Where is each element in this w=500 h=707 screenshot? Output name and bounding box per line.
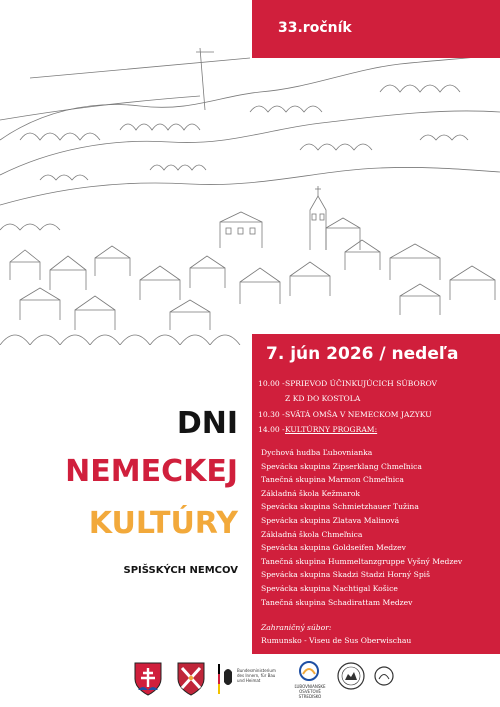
- ministry-caption-line: Bundesministerium: [237, 668, 276, 673]
- foreign-value: Rumunsko - Viseu de Sus Oberwischau: [261, 636, 412, 645]
- list-item: Spevácka skupina Zipserklang Chmeľnica: [261, 461, 422, 471]
- culture-centre-logo-icon: [298, 660, 320, 682]
- list-item: Spevácka skupina Zlatava Malinová: [261, 515, 400, 525]
- schedule-item: [258, 422, 498, 437]
- event-info-panel: [252, 334, 500, 654]
- culture-centre-caption-line: OSVETOVÉ: [299, 689, 321, 694]
- town-crest-icon: [176, 661, 206, 697]
- culture-centre-caption: [292, 684, 328, 699]
- edition-label: 33.ročník: [278, 20, 352, 36]
- list-item: Tanečná skupina Hummeltanzgruppe Vyšný Medzev: [261, 556, 463, 566]
- foreign-ensemble: [261, 621, 411, 647]
- ministry-caption-line: des Innern, für Bau: [237, 673, 276, 678]
- schedule-text: SVÄTÁ OMŠA V NEMECKOM JAZYKU: [285, 409, 432, 419]
- title-subtitle: SPIŠSKÝCH NEMCOV: [123, 565, 238, 576]
- schedule: [258, 376, 498, 438]
- schedule-item: [258, 376, 498, 391]
- schedule-text: SPRIEVOD ÚČINKUJÚCICH SÚBOROV: [285, 379, 438, 388]
- foreign-label: Zahraničný súbor:: [261, 623, 332, 632]
- schedule-item: [258, 407, 498, 422]
- title-line-3: KULTÚRY: [88, 506, 238, 541]
- list-item: Spevácka skupina Skadzi Stadzi Horný Spiš: [261, 570, 431, 580]
- title-line-2: NEMECKEJ: [65, 454, 238, 489]
- ministry-caption: [237, 668, 276, 683]
- title-line-1: DNI: [176, 406, 238, 441]
- list-item: Základná škola Kežmarok: [261, 488, 360, 498]
- list-item: Spevácka skupina Schmietzhauer Tužina: [261, 502, 419, 512]
- list-item: Tanečná skupina Marmon Chmeľnica: [261, 475, 404, 485]
- sponsor-logos: [0, 656, 500, 707]
- emblem-icon: [373, 664, 395, 688]
- list-item: Dychová hudba Ľubovnianka: [261, 448, 373, 457]
- schedule-time: 10.00 -: [258, 379, 285, 388]
- schedule-time: 10.30 -: [258, 409, 285, 419]
- german-eagle-icon: [218, 664, 234, 694]
- schedule-continuation: Z KD DO KOSTOLA: [285, 394, 361, 404]
- schedule-text: KULTÚRNY PROGRAM:: [285, 425, 378, 435]
- culture-centre-caption-line: ĽUBOVNIANSKE: [294, 684, 326, 689]
- coat-of-arms-icon: [133, 661, 163, 697]
- performer-list: [261, 446, 497, 609]
- list-item: Základná škola Chmeľnica: [261, 529, 363, 539]
- association-seal-icon: [336, 661, 366, 691]
- culture-centre-caption-line: STREDISKO: [298, 694, 322, 699]
- list-item: Tanečná skupina Schadirattam Medzev: [261, 597, 413, 607]
- list-item: Spevácka skupina Goldseifen Medzev: [261, 543, 406, 553]
- ministry-caption-line: und Heimat: [237, 678, 261, 683]
- schedule-time: 14.00 -: [258, 425, 285, 435]
- event-date: 7. jún 2026 / nedeľa: [266, 344, 459, 364]
- list-item: Spevácka skupina Nachtigal Košice: [261, 583, 398, 593]
